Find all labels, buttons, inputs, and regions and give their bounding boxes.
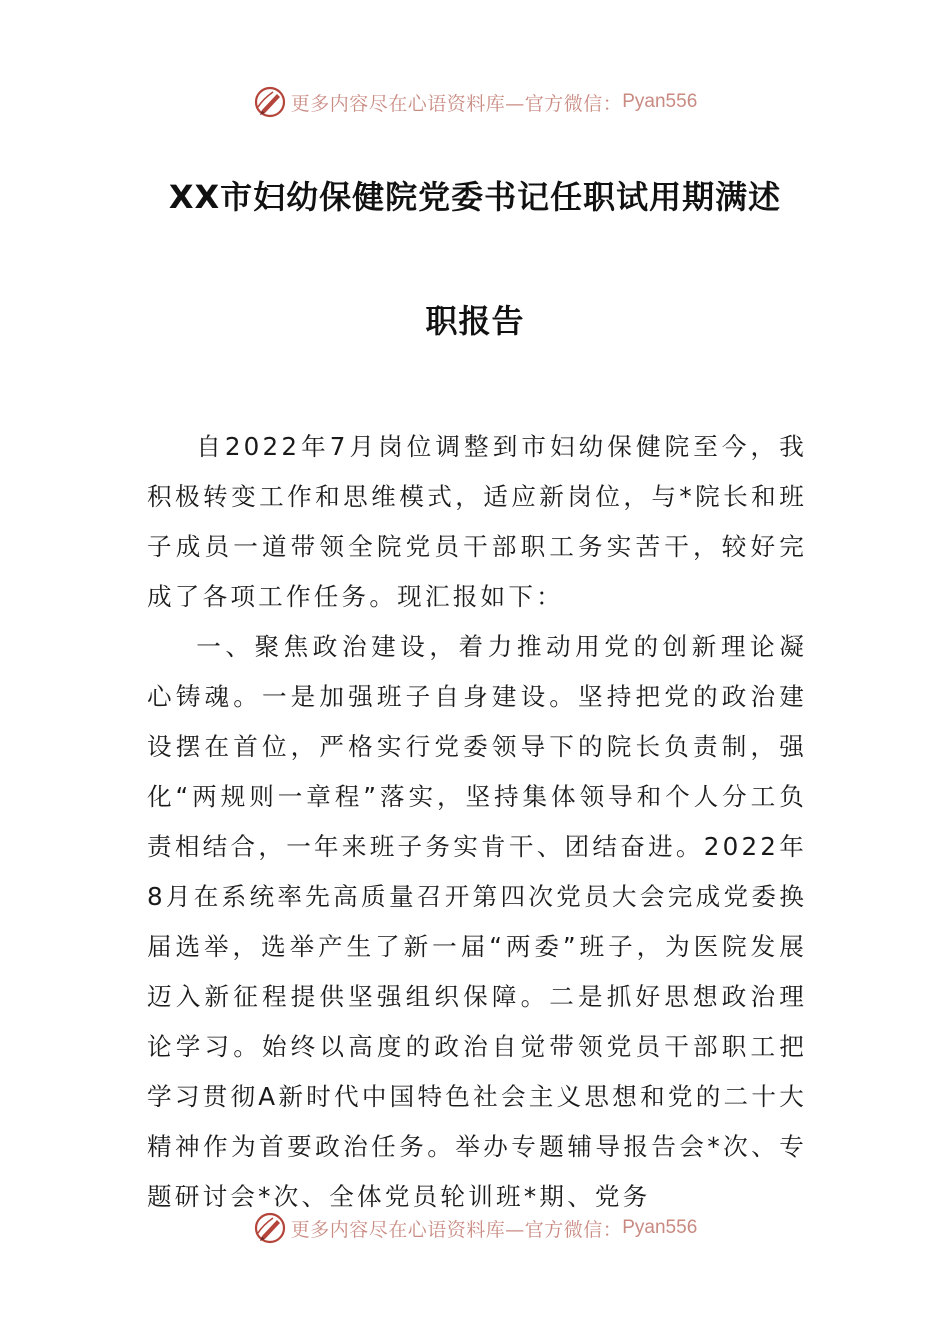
body-paragraph-intro: 自2022年7月岗位调整到市妇幼保健院至今，我积极转变工作和思维模式，适应新岗位，与*院长和班子成员一道带领全院党员干部职工务实苦干，较好完成了各项工作任务。现汇报如下：	[147, 432, 807, 611]
header-banner-text: 更多内容尽在心语资料库—官方微信：	[290, 92, 623, 115]
document-title-line1: XX市妇幼保健院党委书记任职试用期满述	[168, 178, 782, 216]
document-title-line2: 职报告	[425, 302, 525, 340]
footer-banner	[0, 1208, 950, 1248]
header-banner	[0, 82, 950, 122]
footer-wechat-id: Pyan556	[622, 1217, 698, 1238]
pen-logo-icon	[253, 85, 287, 119]
pen-logo-icon	[253, 1211, 287, 1245]
footer-banner-text: 更多内容尽在心语资料库—官方微信：	[290, 1218, 623, 1241]
body-paragraph-section-one: 一、聚焦政治建设，着力推动用党的创新理论凝心铸魂。一是加强班子自身建设。坚持把党的政治建设摆在首位，严格实行党委领导下的院长负责制，强化“两规则一章程”落实，坚持集体领导和个人分工负责相结合，一年来班子务实肯干、团结奋进。2022年8月在系统率先高质量召开第四次党员大会完成党委换届选举，选举产生了新一届“两委”班子，为医院发展迈入新征程提供坚强组织保障。二是抓好思想政治理论学习。始终以高度的政治自觉带领党员干部职工把学习贯彻A新时代中国特色社会主义思想和党的二十大精神作为首要政治任务。举办专题辅导报告会*次、专题研讨会*次、全体党员轮训班*期、党务	[147, 632, 807, 1211]
header-wechat-id: Pyan556	[622, 91, 698, 112]
